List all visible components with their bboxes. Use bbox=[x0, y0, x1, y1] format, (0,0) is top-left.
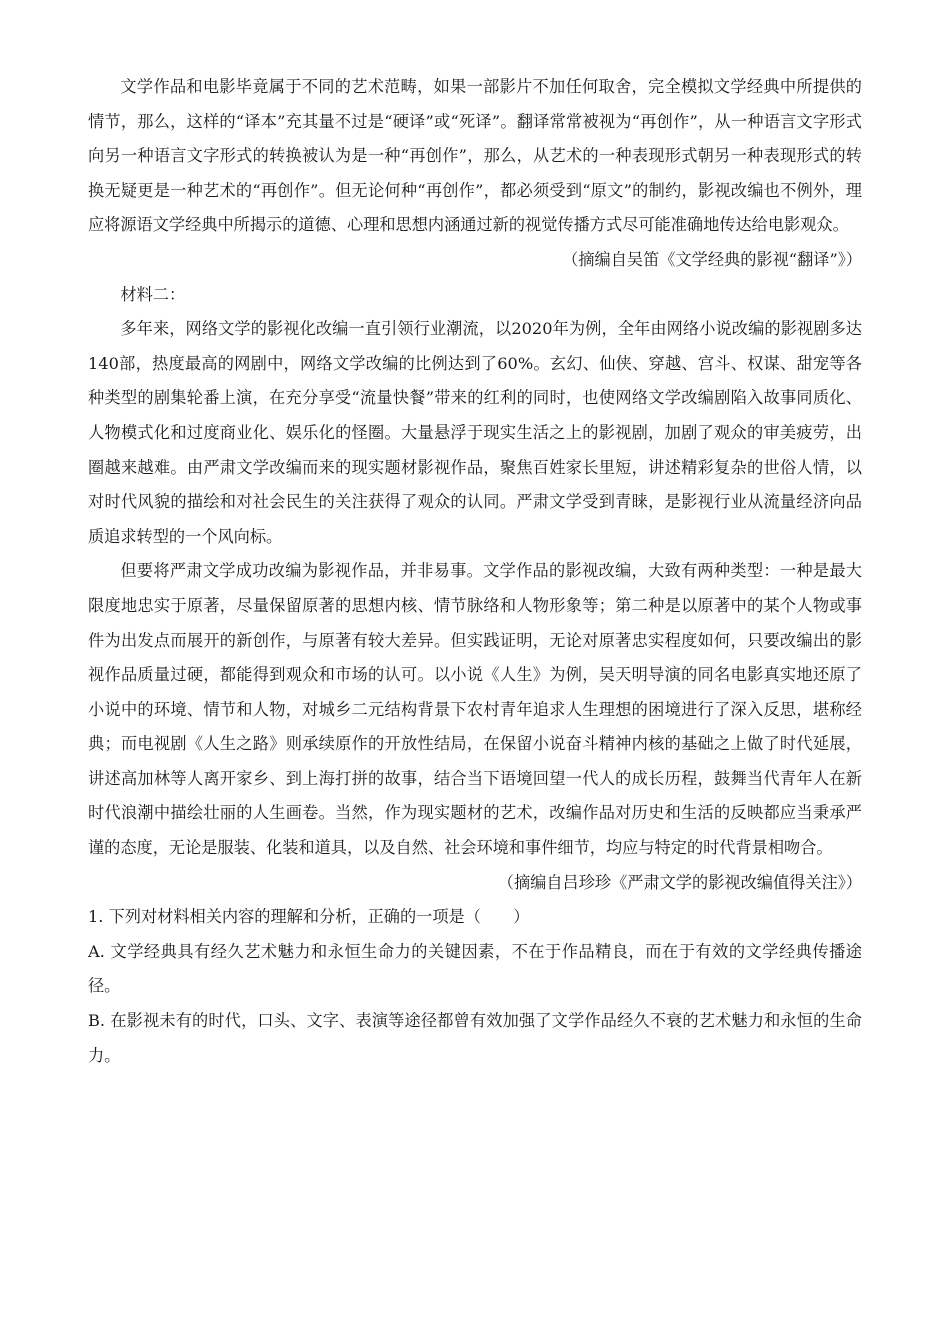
material2-paragraph-1: 多年来，网络文学的影视化改编一直引领行业潮流，以2020年为例，全年由网络小说改编的影视剧多达140部，热度最高的网剧中，网络文学改编的比例达到了60%。玄幻、仙侠、穿越、宫斗、权谋、甜宠等各种类型的剧集轮番上演，在充分享受“流量快餐”带来的红利的同时，也使网络文学改编剧陷入故事同质化、人物模式化和过度商业化、娱乐化的怪圈。大量悬浮于现实生活之上的影视剧，加剧了观众的审美疲劳，出圈越来越难。由严肃文学改编而来的现实题材影视作品，聚焦百姓家长里短，讲述精彩复杂的世俗人情，以对时代风貌的描绘和对社会民生的关注获得了观众的认同。严肃文学受到青睐，是影视行业从流量经济向品质追求转型的一个风向标。 bbox=[88, 319, 862, 546]
question-1-option-a: A. 文学经典具有经久艺术魅力和永恒生命力的关键因素，不在于作品精良，而在于有效的文学经典传播途径。 bbox=[88, 941, 862, 996]
material2-paragraph-2: 但要将严肃文学成功改编为影视作品，并非易事。文学作品的影视改编，大致有两种类型：一种是最大限度地忠实于原著，尽量保留原著的思想内核、情节脉络和人物形象等；第二种是以原著中的某个人物或事件为出发点而展开的新创作，与原著有较大差异。但实践证明，无论对原著忠实程度如何，只要改编出的影视作品质量过硬，都能得到观众和市场的认可。以小说《人生》为例，吴天明导演的同名电影真实地还原了小说中的环境、情节和人物，对城乡二元结构背景下农村青年追求人生理想的困境进行了深入反思，堪称经典；而电视剧《人生之路》则承续原作的开放性结局，在保留小说奋斗精神内核的基础之上做了时代延展，讲述高加林等人离开家乡、到上海打拼的故事，结合当下语境回望一代人的成长历程，鼓舞当代青年人在新时代浪潮中描绘壮丽的人生画卷。当然，作为现实题材的艺术，改编作品对历史和生活的反映都应当秉承严谨的态度，无论是服装、化装和道具，以及自然、社会环境和事件细节，均应与特定的时代背景相吻合。 bbox=[88, 561, 862, 858]
material1-paragraph: 文学作品和电影毕竟属于不同的艺术范畴，如果一部影片不加任何取舍，完全模拟文学经典中所提供的情节，那么，这样的“译本”充其量不过是“硬译”或“死译”。翻译常常被视为“再创作”，从一种语言文字形式向另一种语言文字形式的转换被认为是一种“再创作”，那么，从艺术的一种表现形式朝另一种表现形式的转换无疑更是一种艺术的“再创作”。但无论何种“再创作”，都必须受到“原文”的制约，影视改编也不例外，理应将源语文学经典中所揭示的道德、心理和思想内涵通过新的视觉传播方式尽可能准确地传达给电影观众。 bbox=[88, 77, 862, 235]
material2-source: （摘编自吕珍珍《严肃文学的影视改编值得关注》） bbox=[497, 872, 862, 892]
material2-label: 材料二： bbox=[120, 284, 186, 304]
question-1-stem: 1. 下列对材料相关内容的理解和分析，正确的一项是（ ） bbox=[88, 907, 530, 927]
document-page bbox=[88, 70, 862, 1073]
question-1-option-b: B. 在影视未有的时代，口头、文字、表演等途径都曾有效加强了文学作品经久不衰的艺术魅力和永恒的生命力。 bbox=[88, 1011, 862, 1065]
material1-source: （摘编自吴笛《文学经典的影视“翻译”》） bbox=[562, 249, 862, 269]
